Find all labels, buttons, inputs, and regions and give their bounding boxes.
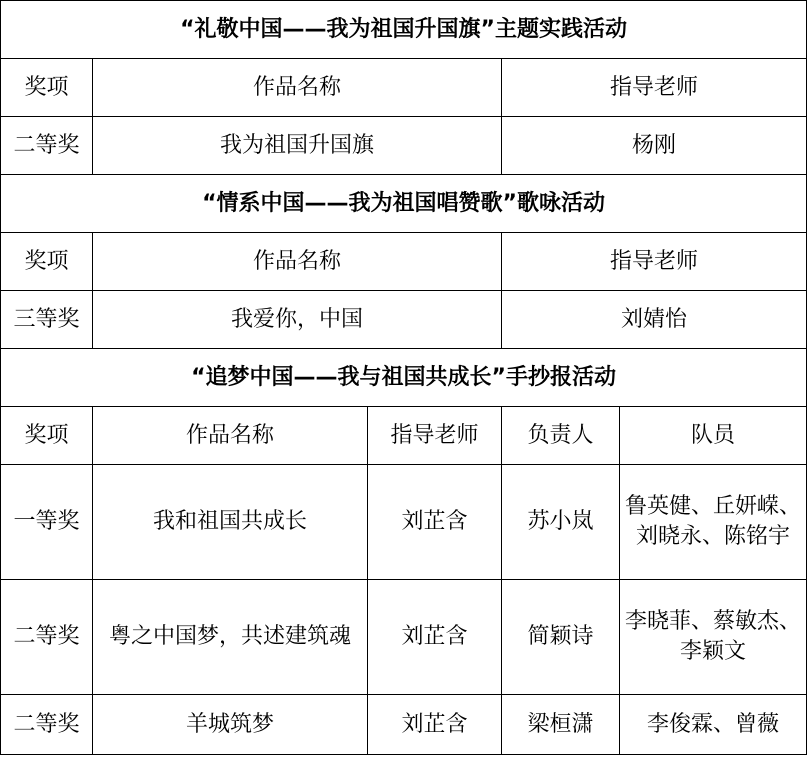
award-cell: 一等奖 xyxy=(1,465,93,580)
section-title: “礼敬中国——我为祖国升国旗”主题实践活动 xyxy=(1,1,807,59)
leader-cell: 梁桓潇 xyxy=(502,695,620,755)
header-work: 作品名称 xyxy=(93,407,368,465)
members-cell: 李俊霖、曾薇 xyxy=(620,695,807,755)
members-cell xyxy=(620,580,807,695)
header-award: 奖项 xyxy=(1,59,93,117)
header-teacher: 指导老师 xyxy=(368,407,502,465)
award-cell: 二等奖 xyxy=(1,695,93,755)
award-cell: 三等奖 xyxy=(1,291,93,349)
header-teacher: 指导老师 xyxy=(502,59,807,117)
header-work: 作品名称 xyxy=(93,233,502,291)
section-title: “追梦中国——我与祖国共成长”手抄报活动 xyxy=(1,349,807,407)
award-cell: 二等奖 xyxy=(1,117,93,175)
header-award: 奖项 xyxy=(1,407,93,465)
table-row xyxy=(1,117,807,175)
members-cell xyxy=(620,465,807,580)
table-row xyxy=(1,695,807,755)
award-cell: 二等奖 xyxy=(1,580,93,695)
work-cell: 粤之中国梦，共述建筑魂 xyxy=(93,580,368,695)
leader-cell: 简颖诗 xyxy=(502,580,620,695)
header-members: 队员 xyxy=(620,407,807,465)
work-cell: 我为祖国升国旗 xyxy=(93,117,502,175)
teacher-cell: 刘芷含 xyxy=(368,465,502,580)
members-line: 鲁英健、丘妍嵘、 xyxy=(625,494,802,519)
table-row xyxy=(1,291,807,349)
teacher-cell: 刘芷含 xyxy=(368,695,502,755)
header-teacher: 指导老师 xyxy=(502,233,807,291)
header-leader: 负责人 xyxy=(502,407,620,465)
members-line: 李颖文 xyxy=(680,639,747,664)
teacher-cell: 杨刚 xyxy=(502,117,807,175)
header-award: 奖项 xyxy=(1,233,93,291)
header-work: 作品名称 xyxy=(93,59,502,117)
section-title: “情系中国——我为祖国唱赞歌”歌咏活动 xyxy=(1,175,807,233)
work-cell: 羊城筑梦 xyxy=(93,695,368,755)
table-row xyxy=(1,465,807,580)
header-row xyxy=(1,59,807,117)
members-line: 刘晓永、陈铭宇 xyxy=(636,524,791,549)
section-title-row xyxy=(1,175,807,233)
leader-cell: 苏小岚 xyxy=(502,465,620,580)
section-title-row xyxy=(1,349,807,407)
header-row xyxy=(1,407,807,465)
work-cell: 我和祖国共成长 xyxy=(93,465,368,580)
table-row xyxy=(1,580,807,695)
section-title-row xyxy=(1,1,807,59)
teacher-cell: 刘芷含 xyxy=(368,580,502,695)
work-cell: 我爱你，中国 xyxy=(93,291,502,349)
members-line: 李晓菲、蔡敏杰、 xyxy=(625,609,802,634)
header-row xyxy=(1,233,807,291)
teacher-cell: 刘婧怡 xyxy=(502,291,807,349)
